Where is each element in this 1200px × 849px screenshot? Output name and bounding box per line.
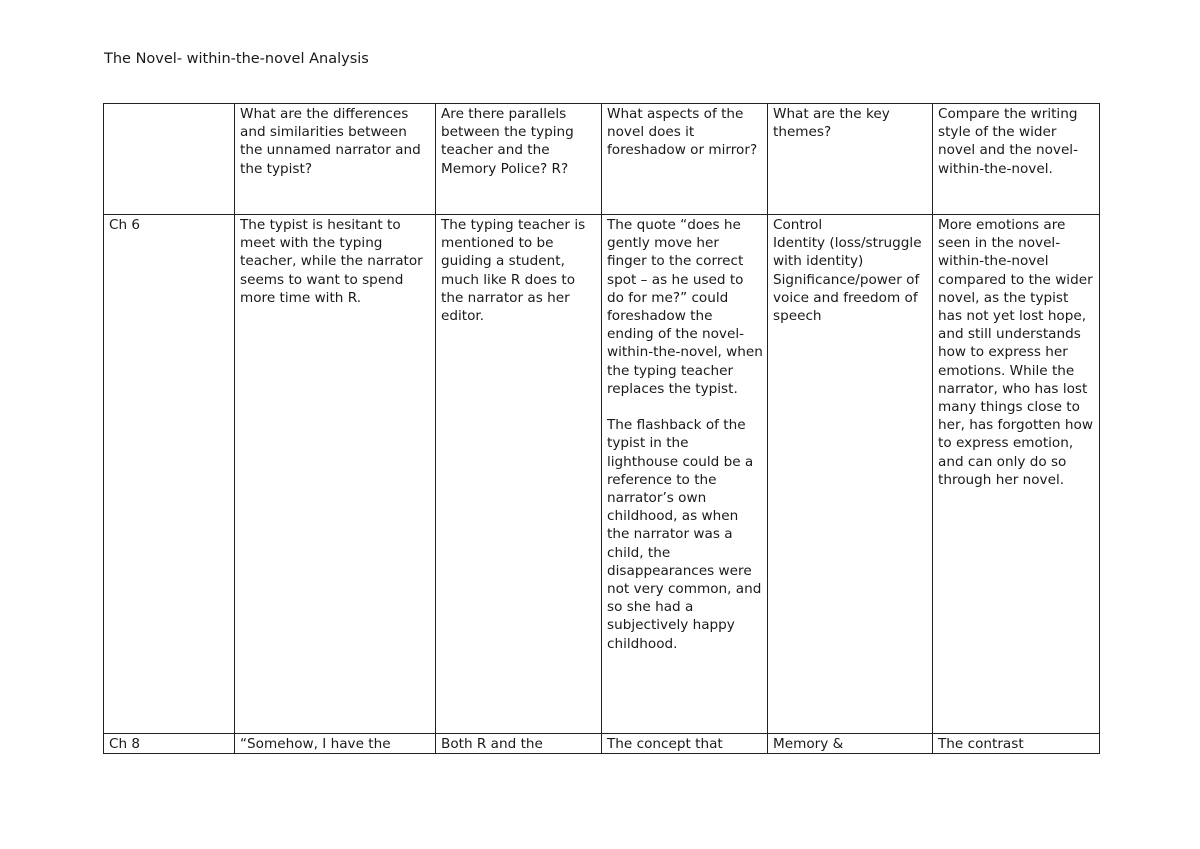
writing-style-cell: The contrast — [933, 734, 1100, 754]
theme-item: Identity (loss/struggle with identity) — [773, 235, 922, 270]
header-cell-differences: What are the differences and similarities between the unnamed narrator and the typist? — [235, 104, 436, 215]
document-title: The Novel- within-the-novel Analysis — [104, 51, 369, 67]
foreshadow-paragraph: The quote “does he gently move her finger to the correct spot – as he used to do for me?” could foreshadow the ending of the novel-within-the-novel, when the typing teacher replaces the typist. — [607, 217, 763, 397]
foreshadow-paragraph: The flashback of the typist in the lighthouse could be a reference to the narrator’s own childhood, as when the narrator was a child, the disappearances were not very common, and so she had a subjectively happy childhood. — [607, 417, 762, 652]
foreshadow-cell — [602, 215, 768, 734]
parallels-cell: The typing teacher is mentioned to be guiding a student, much like R does to the narrator as her editor. — [436, 215, 602, 734]
themes-cell: Memory & — [768, 734, 933, 754]
header-cell-foreshadow: What aspects of the novel does it foreshadow or mirror? — [602, 104, 768, 215]
theme-item: Control — [773, 217, 823, 233]
differences-cell: The typist is hesitant to meet with the typing teacher, while the narrator seems to want to spend more time with R. — [235, 215, 436, 734]
writing-style-cell: More emotions are seen in the novel-within-the-novel compared to the wider novel, as the typist has not yet lost hope, and still understands how to express her emotions. While the narrator, who has lost many things close to her, has forgotten how to express emotion, and can only do so through her novel. — [933, 215, 1100, 734]
header-cell-themes: What are the key themes? — [768, 104, 933, 215]
differences-cell: “Somehow, I have the — [235, 734, 436, 754]
header-cell-chapter — [104, 104, 235, 215]
parallels-cell: Both R and the — [436, 734, 602, 754]
table-header-row — [104, 104, 1100, 215]
chapter-cell: Ch 6 — [104, 215, 235, 734]
foreshadow-cell: The concept that — [602, 734, 768, 754]
header-cell-writing-style: Compare the writing style of the wider novel and the novel-within-the-novel. — [933, 104, 1100, 215]
table-row — [104, 215, 1100, 734]
themes-cell — [768, 215, 933, 734]
table-row — [104, 734, 1100, 754]
analysis-table — [103, 103, 1100, 754]
theme-item: Significance/power of voice and freedom of speech — [773, 271, 920, 325]
header-cell-parallels: Are there parallels between the typing teacher and the Memory Police? R? — [436, 104, 602, 215]
chapter-cell: Ch 8 — [104, 734, 235, 754]
